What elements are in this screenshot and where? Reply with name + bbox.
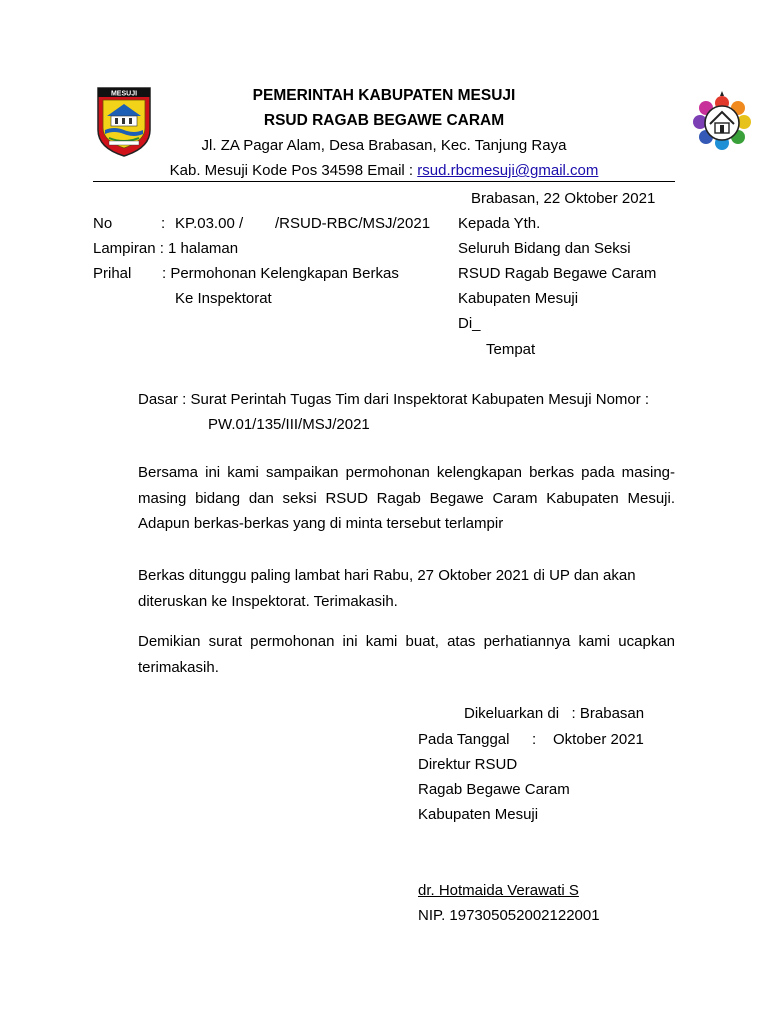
rsud-hospital-logo [686, 86, 758, 158]
body-paragraph-2-line-2: diteruskan ke Inspektorat. Terimakasih. [138, 593, 398, 610]
signature-title-2: Ragab Begawe Caram [418, 781, 570, 798]
meta-prihal-value: : Permohonan Kelengkapan Berkas [162, 265, 399, 282]
signature-date-value: Oktober 2021 [553, 731, 644, 748]
recipient-line-5: Di_ [458, 315, 481, 332]
basis-line-1: Dasar : Surat Perintah Tugas Tim dari Inspektorat Kabupaten Mesuji Nomor : [138, 391, 650, 408]
signature-title-3: Kabupaten Mesuji [418, 806, 539, 823]
header-contact-text: Kab. Mesuji Kode Pos 34598 Email : [169, 162, 418, 179]
recipient-line-4: Kabupaten Mesuji [458, 290, 579, 307]
recipient-line-1: Kepada Yth. [458, 215, 541, 232]
meta-no-value-suffix: /RSUD-RBC/MSJ/2021 [275, 215, 431, 232]
meta-prihal-label: Prihal [93, 265, 132, 282]
logo-label: MESUJI [110, 90, 138, 98]
signature-date-label: Pada Tanggal [418, 731, 510, 748]
body-paragraph-2-line-1: Berkas ditunggu paling lambat hari Rabu, 27 Oktober 2021 di UP dan akan [138, 567, 636, 584]
header-address: Jl. ZA Pagar Alam, Desa Brabasan, Kec. Tanjung Raya [201, 137, 567, 154]
signatory-nip: NIP. 197305052002122001 [418, 907, 600, 924]
header-government-name: PEMERINTAH KABUPATEN MESUJI [252, 87, 516, 104]
header-contact [93, 162, 675, 179]
body-paragraph-1: Bersama ini kami sampaikan permohonan kelengkapan berkas pada masing-masing bidang dan seksi RSUD Ragab Begawe Caram Kabupaten Mesuji. Adapun berkas-berkas yang di minta tersebut terlampir [138, 464, 675, 532]
meta-lampiran: Lampiran : 1 halaman [93, 240, 239, 257]
header-divider [93, 181, 675, 182]
meta-no-label: No [93, 215, 113, 232]
header-email-link[interactable]: rsud.rbcmesuji@gmail.com [417, 162, 599, 179]
body-paragraph-3: Demikian surat permohonan ini kami buat, atas perhatiannya kami ucapkan terimakasih. [138, 633, 675, 676]
recipient-line-2: Seluruh Bidang dan Seksi [458, 240, 631, 257]
meta-prihal-continuation: Ke Inspektorat [175, 290, 272, 307]
signature-issued-at: Dikeluarkan di : Brabasan [464, 705, 645, 722]
meta-no-separator: : [161, 215, 166, 232]
letter-date: Brabasan, 22 Oktober 2021 [471, 190, 656, 207]
signature-date-separator: : [532, 731, 537, 748]
header-hospital-name: RSUD RAGAB BEGAWE CARAM [263, 112, 505, 129]
recipient-line-6: Tempat [486, 341, 536, 358]
signature-title-1: Direktur RSUD [418, 756, 518, 773]
signatory-name: dr. Hotmaida Verawati S [418, 882, 579, 899]
basis-line-2: PW.01/135/III/MSJ/2021 [208, 416, 370, 433]
meta-no-value-prefix: KP.03.00 / [175, 215, 244, 232]
recipient-line-3: RSUD Ragab Begawe Caram [458, 265, 657, 282]
